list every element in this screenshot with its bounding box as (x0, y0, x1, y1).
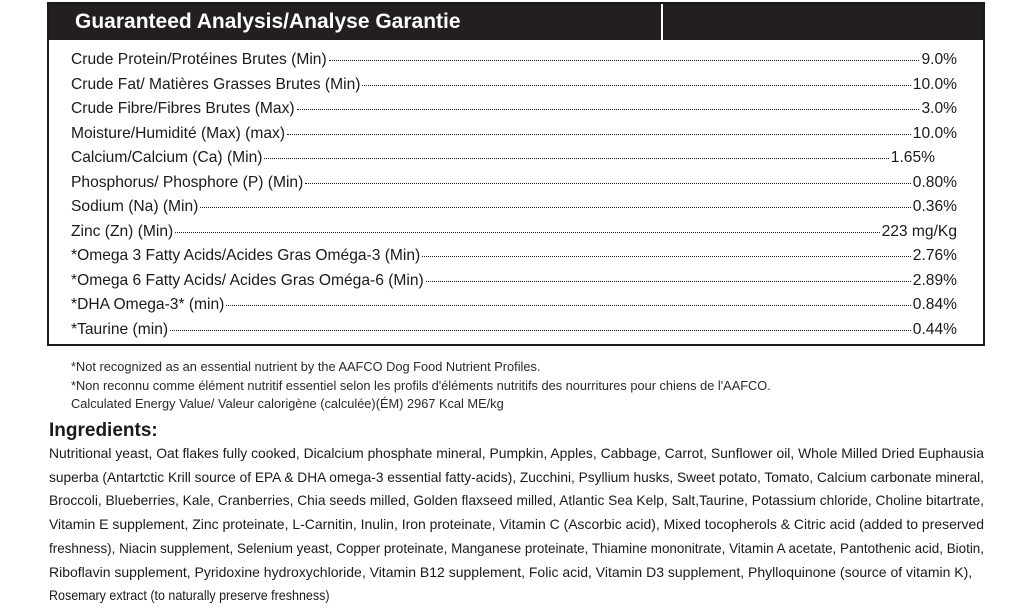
ingredients-line: Vitamin E supplement, Zinc proteinate, L-Carnitin, Inulin, Iron proteinate, Vitamin C (Ascorbic acid), Mixed tocopherols & Citric acid (added to preserved (49, 516, 984, 533)
dot-leader (362, 85, 910, 86)
nutrient-value: 0.84% (912, 296, 957, 314)
nutrient-label: Crude Fat/ Matières Grasses Brutes (Min) (71, 75, 361, 93)
analysis-row (71, 48, 957, 73)
nutrient-label: Moisture/Humidité (Max) (max) (71, 124, 286, 142)
ingredients-line: Broccoli, Blueberries, Kale, Cranberries, Chia seeds milled, Golden flaxseed milled, Atlantic Sea Kelp, Salt,Taurine, Potassium chloride, Choline bitartrate, (49, 492, 984, 509)
footnote-aafco-english: *Not recognized as an essential nutrient by the AAFCO Dog Food Nutrient Profiles. (71, 359, 541, 374)
analysis-row (71, 171, 957, 196)
nutrient-label: Sodium (Na) (Min) (71, 198, 199, 216)
dot-leader (422, 256, 911, 257)
nutrient-value: 0.44% (912, 321, 957, 339)
dot-leader (226, 305, 910, 306)
nutrient-label: Crude Protein/Protéines Brutes (Min) (71, 51, 327, 68)
ingredients-line: Rosemary extract (to naturally preserve freshness) (49, 587, 330, 604)
nutrient-label: Phosphorus/ Phosphore (P) (Min) (71, 173, 304, 191)
dot-leader (329, 60, 920, 61)
analysis-row (71, 122, 957, 147)
analysis-row (71, 244, 957, 269)
guaranteed-analysis-title: Guaranteed Analysis/Analyse Garantie (49, 4, 983, 40)
analysis-row (71, 97, 957, 122)
nutrient-label: Crude Fibre/Fibres Brutes (Max) (71, 100, 295, 118)
energy-value: Calculated Energy Value/ Valeur calorigène (calculée)(ÉM) 2967 Kcal ME/kg (71, 396, 504, 411)
nutrient-value: 223 mg/Kg (881, 222, 957, 240)
analysis-row (71, 269, 957, 294)
nutrient-label: *Omega 3 Fatty Acids/Acides Gras Oméga-3 (Min) (71, 247, 421, 265)
ingredients-line: Nutritional yeast, Oat flakes fully cooked, Dicalcium phosphate mineral, Pumpkin, Apples, Cabbage, Carrot, Sunflower oil, Whole Milled Dried Euphausia (49, 445, 984, 461)
ingredients-heading: Ingredients: (49, 420, 158, 441)
dot-leader (305, 183, 911, 184)
nutrient-value: 0.36% (912, 198, 957, 216)
ingredients-list (49, 442, 984, 608)
dot-leader (175, 232, 879, 233)
nutrient-value: 0.80% (912, 173, 957, 191)
nutrient-value: 3.0% (921, 100, 957, 118)
nutrient-value: 10.0% (912, 75, 957, 93)
nutrient-value: 1.65% (890, 149, 935, 167)
analysis-row (71, 318, 957, 343)
analysis-row (71, 146, 957, 171)
nutrient-label: Calcium/Calcium (Ca) (Min) (71, 149, 263, 167)
ingredients-line: freshness), Niacin supplement, Selenium yeast, Copper proteinate, Manganese proteinate, Thiamine mononitrate, Vitamin A acetate, Pantothenic acid, Biotin, (49, 539, 984, 556)
nutrient-value: 2.89% (912, 271, 957, 289)
ingredients-line: superba (Antartctic Krill source of EPA & DHA omega-3 essential fatty-acids), Zucchini, Psyllium husks, Sweet potato, Tomato, Calcium carbonate mineral, (49, 468, 984, 485)
nutrient-value: 2.76% (912, 247, 957, 265)
nutrient-value: 10.0% (912, 124, 957, 142)
ingredients-line: Riboflavin supplement, Pyridoxine hydroxychloride, Vitamin B12 supplement, Folic acid, Vitamin D3 supplement, Phylloquinone (source of vitamin K), (49, 563, 973, 580)
header-divider (661, 4, 663, 40)
analysis-row (71, 220, 957, 245)
guaranteed-analysis-table (47, 2, 985, 346)
analysis-row (71, 195, 957, 220)
nutrient-label: *Taurine (min) (71, 321, 169, 339)
dot-leader (264, 158, 888, 159)
dot-leader (170, 330, 911, 331)
nutrient-label: *DHA Omega-3* (min) (71, 296, 225, 314)
nutrient-value: 9.0% (921, 51, 957, 68)
dot-leader (200, 207, 910, 208)
footnote-aafco-french: *Non reconnu comme élément nutritif essentiel selon les profils d'éléments nutritifs des nourritures pour chiens de l'AAFCO. (71, 377, 771, 393)
dot-leader (426, 281, 911, 282)
footnotes (71, 358, 971, 414)
dot-leader (297, 109, 920, 110)
analysis-rows (49, 40, 983, 343)
dot-leader (287, 134, 911, 135)
analysis-row (71, 73, 957, 98)
nutrient-label: Zinc (Zn) (Min) (71, 222, 174, 240)
analysis-row (71, 293, 957, 318)
nutrient-label: *Omega 6 Fatty Acids/ Acides Gras Oméga-6 (Min) (71, 271, 424, 289)
